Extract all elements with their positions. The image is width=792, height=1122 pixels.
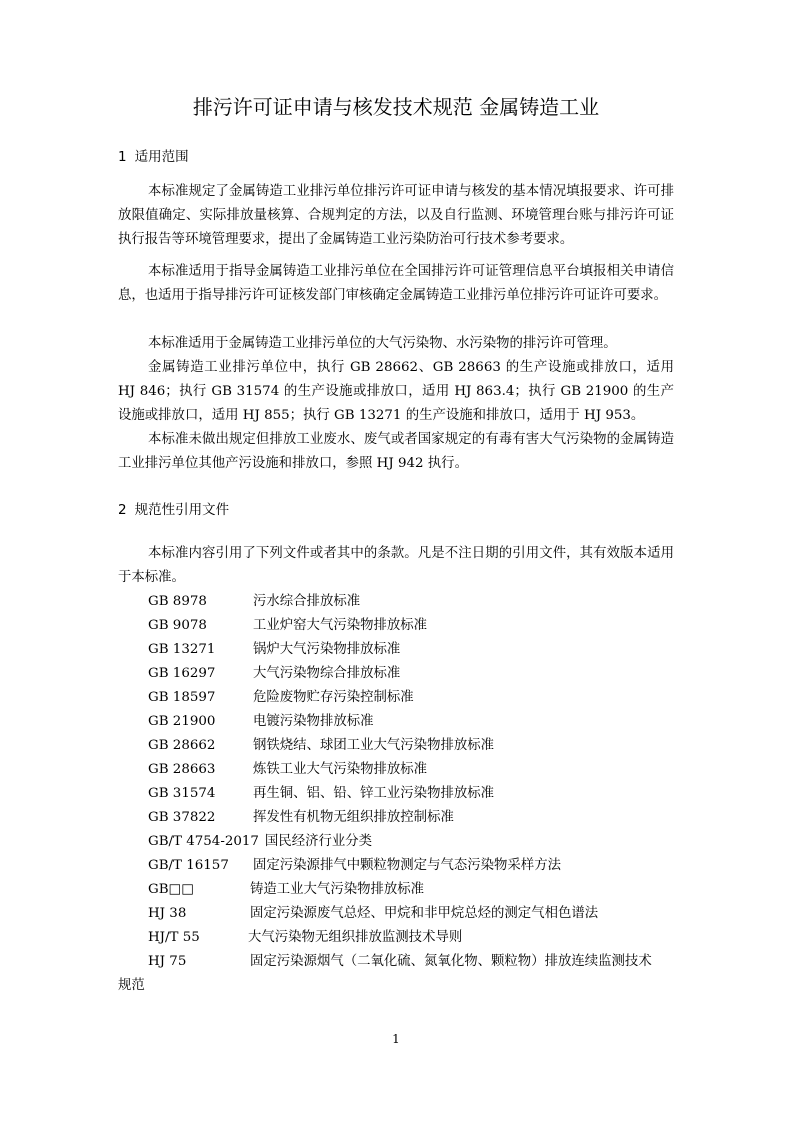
reference-item	[148, 902, 678, 926]
reference-item	[148, 614, 678, 638]
reference-item	[148, 950, 678, 974]
reference-item	[148, 758, 678, 782]
reference-title: 工业炉窑大气污染物排放标准	[253, 618, 428, 633]
section-1-paragraph: 金属铸造工业排污单位中，执行 GB 28662、GB 28663 的生产设施或排放口，适用 HJ 846；执行 GB 31574 的生产设施或排放口，适用 HJ 863.4；执行 GB 21900 的生产设施或排放口，适用 HJ 855；执行 GB 13271 的生产设施和排放口，适用于 HJ 953。	[118, 360, 674, 423]
reference-code: GB/T 16157	[148, 858, 229, 873]
section-2-number: 2	[118, 502, 127, 518]
section-2-intro: 本标准内容引用了下列文件或者其中的条款。凡是不注日期的引用文件，其有效版本适用于本标准。	[118, 546, 674, 585]
reference-title: 锅炉大气污染物排放标准	[253, 642, 401, 657]
reference-code: HJ/T 55	[148, 930, 200, 945]
page-title: 排污许可证申请与核发技术规范 金属铸造工业	[192, 95, 600, 119]
reference-code: HJ 75	[148, 954, 187, 969]
reference-code: GB 28662	[148, 738, 216, 753]
reference-code: GB/T 4754-2017	[148, 834, 259, 849]
section-2-title: 规范性引用文件	[134, 502, 230, 518]
reference-title: 大气污染物无组织排放监测技术导则	[248, 930, 463, 945]
reference-code: HJ 38	[148, 906, 187, 921]
reference-title: 再生铜、铝、铅、锌工业污染物排放标准	[253, 786, 495, 801]
reference-item	[148, 590, 678, 614]
reference-item	[148, 734, 678, 758]
reference-item	[148, 662, 678, 686]
reference-item	[148, 638, 678, 662]
reference-title: 大气污染物综合排放标准	[253, 666, 401, 681]
section-1-paragraph: 本标准适用于指导金属铸造工业排污单位在全国排污许可证管理信息平台填报相关申请信息，也适用于指导排污许可证核发部门审核确定金属铸造工业排污单位排污许可证许可要求。	[118, 264, 674, 303]
reference-code: GB 8978	[148, 594, 207, 609]
reference-title: 钢铁烧结、球团工业大气污染物排放标准	[253, 738, 495, 753]
reference-title: 固定污染源废气总烃、甲烷和非甲烷总烃的测定气相色谱法	[250, 906, 599, 921]
section-2-heading	[118, 500, 229, 520]
reference-code: GB 37822	[148, 810, 216, 825]
reference-code: GB 18597	[148, 690, 216, 705]
reference-item	[148, 686, 678, 710]
reference-title: 挥发性有机物无组织排放控制标准	[253, 810, 454, 825]
reference-item	[148, 830, 678, 854]
reference-title: 固定污染源排气中颗粒物测定与气态污染物采样方法	[253, 858, 561, 873]
reference-item	[148, 878, 678, 902]
reference-item	[148, 782, 678, 806]
page-number: 1	[392, 1032, 400, 1046]
reference-item	[148, 806, 678, 830]
section-1-paragraph: 本标准规定了金属铸造工业排污单位排污许可证申请与核发的基本情况填报要求、许可排放限值确定、实际排放量核算、合规判定的方法，以及自行监测、环境管理台账与排污许可证执行报告等环境管理要求，提出了金属铸造工业污染防治可行技术参考要求。	[118, 184, 674, 247]
section-1-paragraph: 本标准适用于金属铸造工业排污单位的大气污染物、水污染物的排污许可管理。	[148, 336, 617, 351]
reference-title-continuation: 规范	[118, 978, 145, 993]
reference-title: 国民经济行业分类	[264, 834, 373, 849]
reference-code: GB 16297	[148, 666, 216, 681]
reference-item	[148, 926, 678, 950]
section-1-heading	[118, 147, 189, 167]
reference-item	[148, 710, 678, 734]
reference-code: GB 13271	[148, 642, 216, 657]
section-1-paragraph: 本标准未做出规定但排放工业废水、废气或者国家规定的有毒有害大气污染物的金属铸造工业排污单位其他产污设施和排放口，参照 HJ 942 执行。	[118, 432, 674, 471]
reference-title: 固定污染源烟气（二氧化硫、氮氧化物、颗粒物）排放连续监测技术	[250, 954, 652, 969]
reference-title: 污水综合排放标准	[253, 594, 361, 609]
reference-code: GB□□	[148, 882, 194, 897]
reference-item	[148, 854, 678, 878]
section-1-number: 1	[118, 149, 127, 165]
reference-title: 铸造工业大气污染物排放标准	[250, 882, 425, 897]
reference-code: GB 31574	[148, 786, 216, 801]
reference-title: 电镀污染物排放标准	[253, 714, 374, 729]
reference-code: GB 21900	[148, 714, 216, 729]
reference-title: 炼铁工业大气污染物排放标准	[253, 762, 428, 777]
section-1-title: 适用范围	[134, 149, 189, 165]
reference-code: GB 9078	[148, 618, 207, 633]
reference-title: 危险废物贮存污染控制标准	[253, 690, 414, 705]
reference-code: GB 28663	[148, 762, 216, 777]
